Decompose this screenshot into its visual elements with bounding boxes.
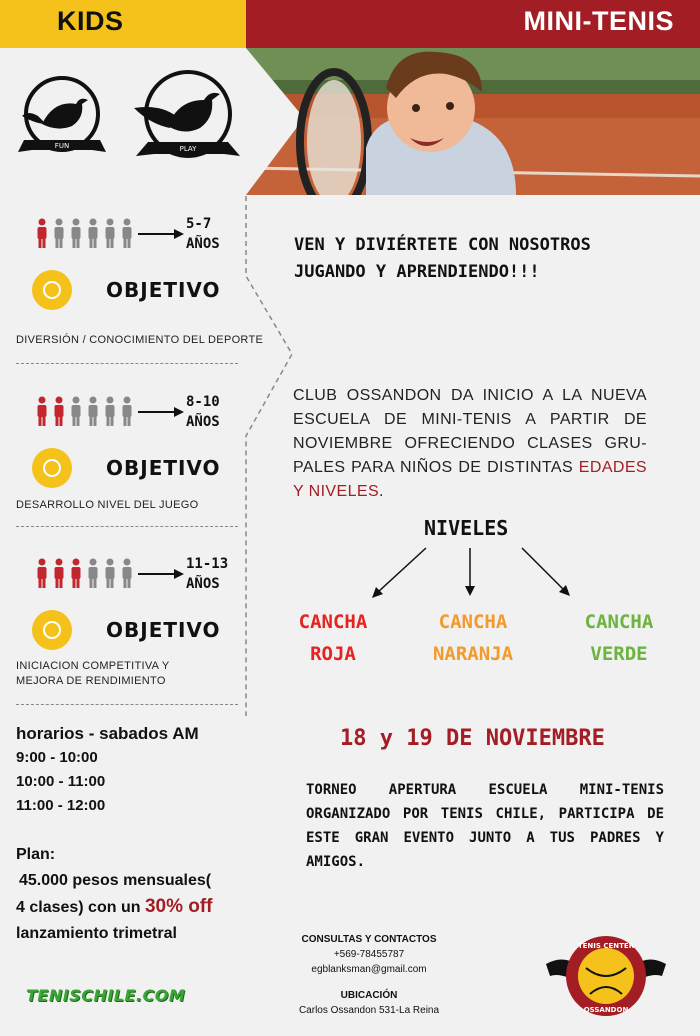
cancha-label: CANCHA [438,611,508,633]
age-range: 5-7 [186,216,212,232]
target-icon [32,610,72,650]
location-block [290,988,448,1018]
divider [16,526,238,527]
cancha-label: CANCHA [584,611,654,633]
header-mini-tenis-title: MINI-TENIS [523,6,674,36]
event-date: 18 y 19 DE NOVIEMBRE [340,726,605,751]
age-unit: AÑOS [186,414,220,430]
fun-badge [18,74,112,164]
schedule-slot: 9:00 - 10:00 [16,749,98,766]
arrow-right-icon [138,406,184,418]
cancha-verde [566,606,672,670]
fun-badge-text: FUN [54,142,70,150]
club-logo [544,928,668,1028]
cancha-color: NARANJA [432,643,514,665]
divider [16,704,238,705]
age-unit: AÑOS [186,236,220,252]
target-icon [32,270,72,310]
headline-line: JUGANDO Y APRENDIENDO!!! [294,262,540,282]
plan-line-2 [16,894,246,921]
objetivo-1-description: DIVERSIÓN / CONOCIMIENTO DEL DEPORTE [16,334,264,346]
intro-text: CLUB OSSANDON DA INICIO A LA NUEVA ESCUELA DE MINI-TENIS A PARTIR DE NOVIEMBRE OFRECIENDO CLASES GRU-PALES PARA NIÑOS DE DISTINTAS [293,387,647,476]
intro-end: . [379,483,384,500]
arrow-icon [465,586,475,596]
header-kids-title: KIDS [57,6,124,36]
headline-line: VEN Y DIVIÉRTETE CON NOSOTROS [294,235,591,255]
cancha-color: VERDE [590,643,648,665]
age-group-3 [34,554,244,600]
plan-line: 4 clases) con un [16,899,145,916]
target-icon [32,448,72,488]
cancha-label: CANCHA [298,611,368,633]
contact-phone: +569-78455787 [333,949,405,960]
divider [16,363,238,364]
cancha-naranja [414,606,532,670]
objetivo-label: OBJETIVO [106,278,221,302]
objetivo-2 [32,448,252,492]
location-title: UBICACIÓN [340,990,398,1001]
objetivo-3 [32,610,252,654]
location-address: Carlos Ossandon 531-La Reina [298,1005,440,1016]
contact-email: egblanksman@gmail.com [311,964,427,975]
objetivo-3-description [16,659,266,689]
arrow-right-icon [138,228,184,240]
plan-line: 45.000 pesos mensuales( [19,872,212,889]
play-badge [130,70,244,170]
torneo-paragraph: TORNEO APERTURA ESCUELA MINI-TENIS ORGANIZADO POR TENIS CHILE, PARTICIPA DE ESTE GRAN EVENTO JUNTO A TUS PADRES Y AMIGOS. [306,782,664,870]
header-kids-bar [0,0,246,48]
objetivo-2-description: DESARROLLO NIVEL DEL JUEGO [16,499,199,511]
people-icon [34,218,134,250]
hero-photo [246,48,700,195]
schedule-title: horarios - sabados AM [16,724,199,743]
age-group-1 [34,214,244,260]
contact-block [296,932,442,977]
headline [294,232,694,286]
people-icon [34,396,134,428]
age-unit: AÑOS [186,576,220,592]
discount-text: 30% off [144,896,213,917]
objetivo-3-description-line: MEJORA DE RENDIMIENTO [16,675,166,687]
arrow-right-icon [138,568,184,580]
club-logo-bottom-text: OSSANDON [583,1006,629,1014]
objetivo-1 [32,270,252,314]
cancha-color: ROJA [310,643,356,665]
schedule-slot: 11:00 - 12:00 [16,797,106,814]
schedule-slot: 10:00 - 11:00 [16,773,106,790]
niveles-arrows [366,544,576,600]
club-logo-top-text: TENIS CENTER [577,942,635,950]
age-range: 11-13 [186,556,229,572]
objetivo-3-description-line: INICIACION COMPETITIVA Y [16,660,170,672]
objetivo-label: OBJETIVO [106,618,221,642]
age-group-2 [34,392,244,438]
cancha-roja [280,606,386,670]
header-mini-tenis-bar [246,0,700,48]
niveles-title: NIVELES [424,516,509,540]
schedule-slots [16,746,105,818]
people-icon [34,558,134,590]
plan-line: lanzamiento trimetral [16,925,177,942]
play-badge-text: PLAY [179,145,197,153]
contact-title: CONSULTAS Y CONTACTOS [301,934,437,945]
tenischile-logo: TENISCHILE.COM [26,986,186,1005]
objetivo-label: OBJETIVO [106,456,221,480]
intro-highlight: EDADES Y NIVELES [293,459,647,500]
plan-block [16,842,246,947]
plan-label: Plan: [16,846,56,863]
intro-paragraph [293,384,647,504]
age-range: 8-10 [186,394,220,410]
